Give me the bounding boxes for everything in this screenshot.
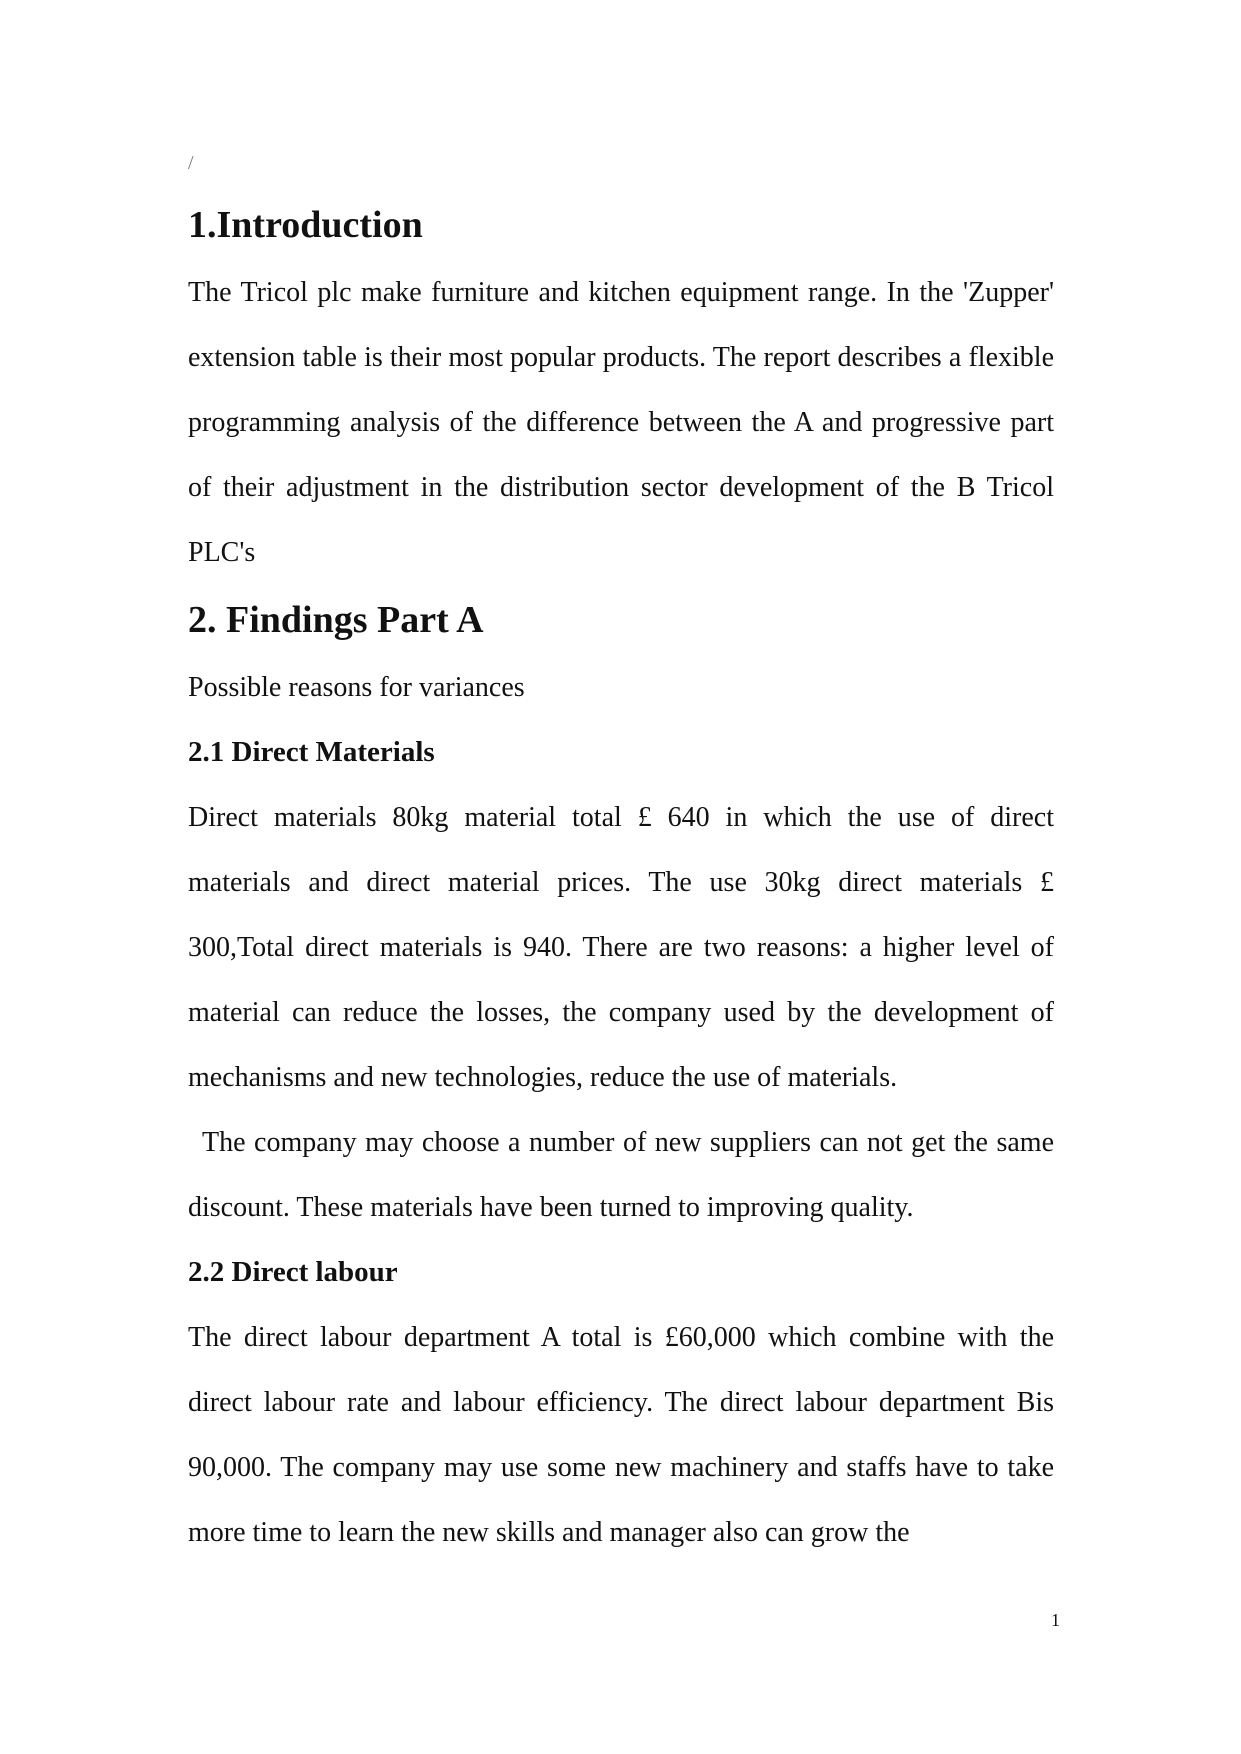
direct-materials-paragraph-1: Direct materials 80kg material total £ 640 in which the use of direct materials and direct material prices. The use 30kg direct materials £ 300,Total direct materials is 940. There are two reasons: a higher level of material can reduce the losses, the company used by the development of mechanisms and new technologies, reduce the use of materials. — [188, 802, 1054, 1093]
page-number: 1 — [1051, 1610, 1060, 1630]
direct-labour-paragraph-1: The direct labour department A total is £60,000 which combine with the direct labour rate and labour efficiency. The direct labour department Bis 90,000. The company may use some new machinery and staffs have to take more time to learn the new skills and manager also can grow the — [188, 1322, 1054, 1548]
heading-findings-part-a: 2. Findings Part A — [188, 599, 484, 641]
heading-direct-labour: 2.2 Direct labour — [188, 1256, 398, 1288]
direct-materials-paragraph-2: The company may choose a number of new suppliers can not get the same discount. These materials have been turned to improving quality. — [188, 1127, 1054, 1223]
document-body — [188, 190, 1054, 1565]
heading-introduction: 1.Introduction — [188, 204, 423, 246]
intro-paragraph: The Tricol plc make furniture and kitchen equipment range. In the 'Zupper' extension table is their most popular products. The report describes a flexible programming analysis of the difference between the A and progressive part of their adjustment in the distribution sector development of the B Tricol PLC's — [188, 277, 1054, 568]
heading-direct-materials: 2.1 Direct Materials — [188, 736, 435, 768]
corner-mark: / — [188, 152, 194, 174]
findings-lead-text: Possible reasons for variances — [188, 672, 525, 703]
